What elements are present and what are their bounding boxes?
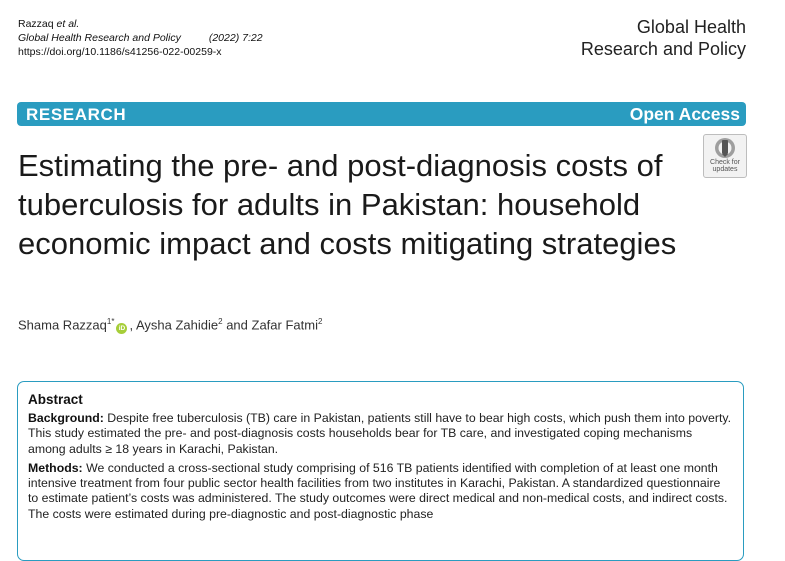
author-3-affiliation: 2	[317, 317, 323, 326]
year-volume: (2022) 7:22	[208, 32, 263, 44]
journal-name: Global Health Research and Policy	[18, 32, 181, 44]
author-3[interactable]: Zafar Fatmi	[251, 317, 318, 333]
abstract-methods	[28, 461, 732, 522]
abstract-box	[17, 381, 744, 561]
methods-label: Methods:	[28, 460, 83, 475]
crossmark-icon	[714, 137, 736, 159]
open-access-label: Open Access	[629, 104, 740, 124]
author-separator-2: and	[222, 317, 252, 333]
check-updates-line1: Check for	[710, 159, 740, 166]
citation-block	[18, 17, 263, 59]
abstract-heading: Abstract	[28, 392, 83, 407]
check-updates-line2: updates	[712, 166, 738, 173]
article-type-band	[17, 102, 746, 126]
journal-brand	[581, 16, 746, 60]
abstract-background	[28, 411, 732, 457]
author-separator-1: ,	[129, 317, 136, 333]
author-short: Razzaq	[18, 18, 54, 30]
doi-link[interactable]: https://doi.org/10.1186/s41256-022-00259-x	[18, 46, 222, 58]
background-text: Despite free tuberculosis (TB) care in Pakistan, patients still have to bear high costs, which push them into poverty. This study estimated the pre- and post-diagnosis costs households bear for TB care, and investigated coping mechanisms among adults ≥ 18 years in Karachi, Pakistan.	[28, 411, 732, 456]
author-1[interactable]: Shama Razzaq	[18, 317, 107, 333]
brand-line-2: Research and Policy	[580, 39, 746, 59]
brand-line-1: Global Health	[636, 17, 746, 37]
check-for-updates-badge[interactable]	[703, 134, 747, 178]
background-label: Background:	[28, 411, 104, 425]
author-2-affiliation: 2	[218, 317, 223, 326]
methods-text: We conducted a cross-sectional study comprising of 516 TB patients identified with completion of at least one month intensive treatment from four public sector health facilities from two institutes in Karachi, Pakistan. A standardized questionnaire to estimate patient’s costs was administered. The study outcomes were direct medical and non-medical costs, and indirect costs. The costs were estimated during pre-diagnostic and post-diagnostic phase	[28, 460, 728, 521]
running-author	[18, 17, 263, 31]
article-title: Estimating the pre- and post-diagnosis costs of tuberculosis for adults in Pakistan: household economic impact and costs mitigating strategies	[18, 148, 677, 261]
author-1-affiliation: 1*	[106, 317, 115, 326]
author-list	[18, 317, 322, 334]
author-2[interactable]: Aysha Zahidie	[135, 317, 219, 333]
et-al: et al.	[56, 18, 80, 30]
journal-citation	[18, 31, 263, 45]
article-type: RESEARCH	[26, 105, 127, 124]
orcid-icon[interactable]: iD	[116, 323, 127, 334]
